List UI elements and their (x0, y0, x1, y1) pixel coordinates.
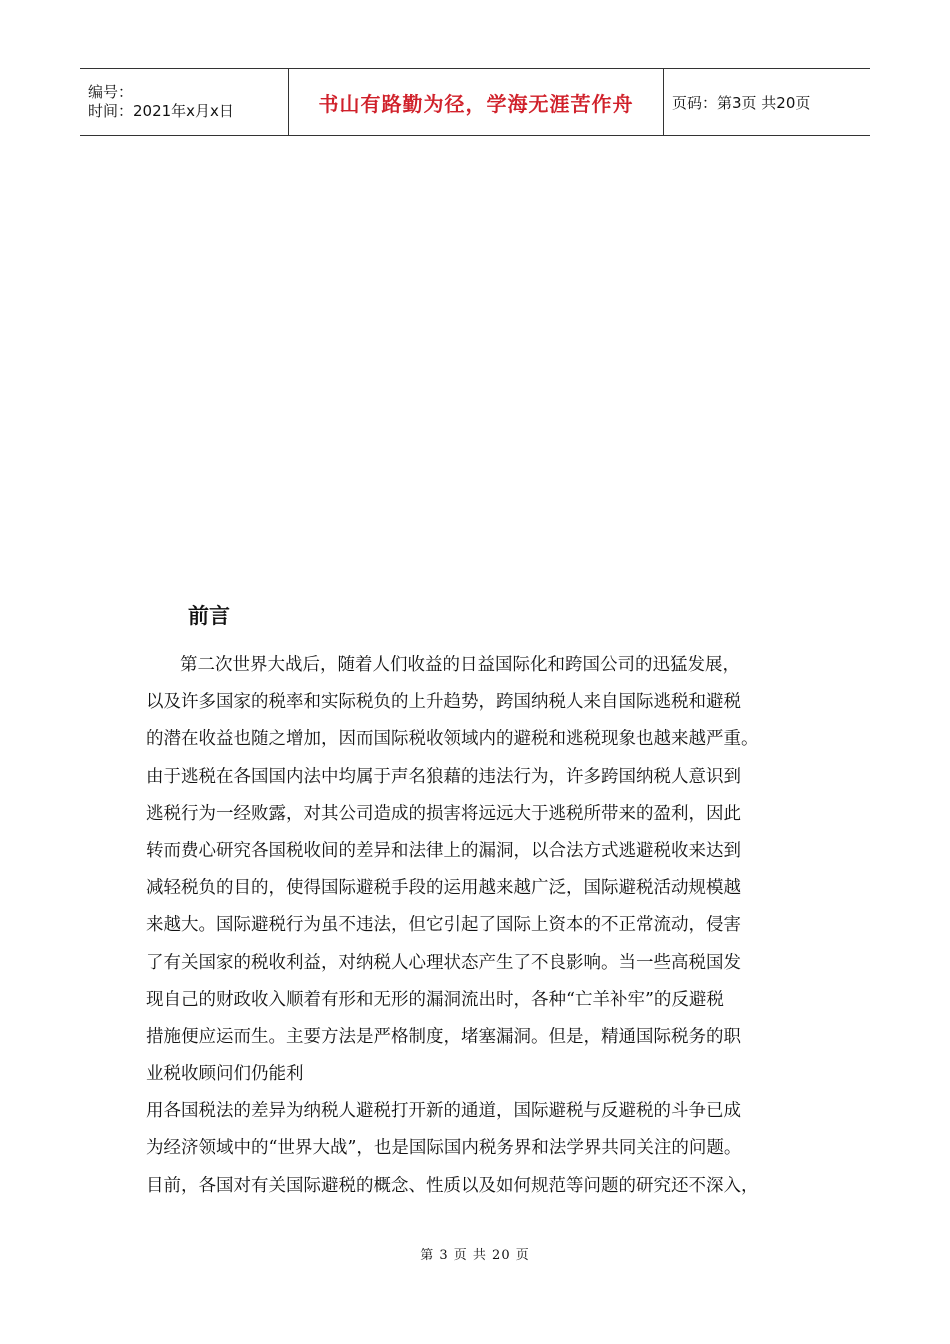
page-footer: 第 3 页 共 20 页 (420, 1248, 530, 1263)
document-header (80, 68, 870, 136)
section-heading: 前言 (188, 604, 230, 628)
page-label: 页码：第3页 共20页 (672, 93, 811, 112)
body-line: 逃税行为一经败露，对其公司造成的损害将远远大于逃税所带来的盈利，因此 (146, 803, 741, 824)
body-line: 由于逃税在各国国内法中均属于声名狼藉的违法行为，许多跨国纳税人意识到 (146, 766, 741, 787)
body-line: 减轻税负的目的，使得国际避税手段的运用越来越广泛，国际避税活动规模越 (146, 878, 741, 899)
body-paragraph (146, 647, 826, 1205)
time-label: 时间：2021年x月x日 (88, 102, 234, 120)
body-line: 用各国税法的差异为纳税人避税打开新的通道，国际避税与反避税的斗争已成 (146, 1101, 741, 1122)
body-line: 现自己的财政收入顺着有形和无形的漏洞流出时，各种“亡羊补牢”的反避税 (146, 989, 724, 1010)
body-line: 为经济领域中的“世界大战”，也是国际国内税务界和法学界共同关注的问题。 (146, 1138, 742, 1159)
header-meta-cell (80, 69, 289, 136)
header-motto-cell (289, 69, 664, 136)
body-line: 以及许多国家的税率和实际税负的上升趋势，跨国纳税人来自国际逃税和避税 (146, 692, 741, 713)
body-line: 第二次世界大战后，随着人们收益的日益国际化和跨国公司的迅猛发展， (180, 655, 740, 675)
header-page-cell (664, 69, 871, 136)
body-line: 的潜在收益也随之增加，因而国际税收领域内的避税和逃税现象也越来越严重。 (146, 729, 759, 750)
motto-text: 书山有路勤为径，学海无涯苦作舟 (318, 91, 634, 116)
body-line: 业税收顾问们仍能利 (146, 1064, 304, 1085)
body-line: 目前，各国对有关国际避税的概念、性质以及如何规范等问题的研究还不深入， (146, 1175, 759, 1196)
body-line: 了有关国家的税收利益，对纳税人心理状态产生了不良影响。当一些高税国发 (146, 952, 741, 973)
body-line: 措施便应运而生。主要方法是严格制度，堵塞漏洞。但是，精通国际税务的职 (146, 1026, 741, 1047)
number-label: 编号： (88, 83, 134, 101)
body-line: 转而费心研究各国税收间的差异和法律上的漏洞，以合法方式逃避税收来达到 (146, 840, 741, 861)
body-line: 来越大。国际避税行为虽不违法，但它引起了国际上资本的不正常流动，侵害 (146, 915, 741, 936)
